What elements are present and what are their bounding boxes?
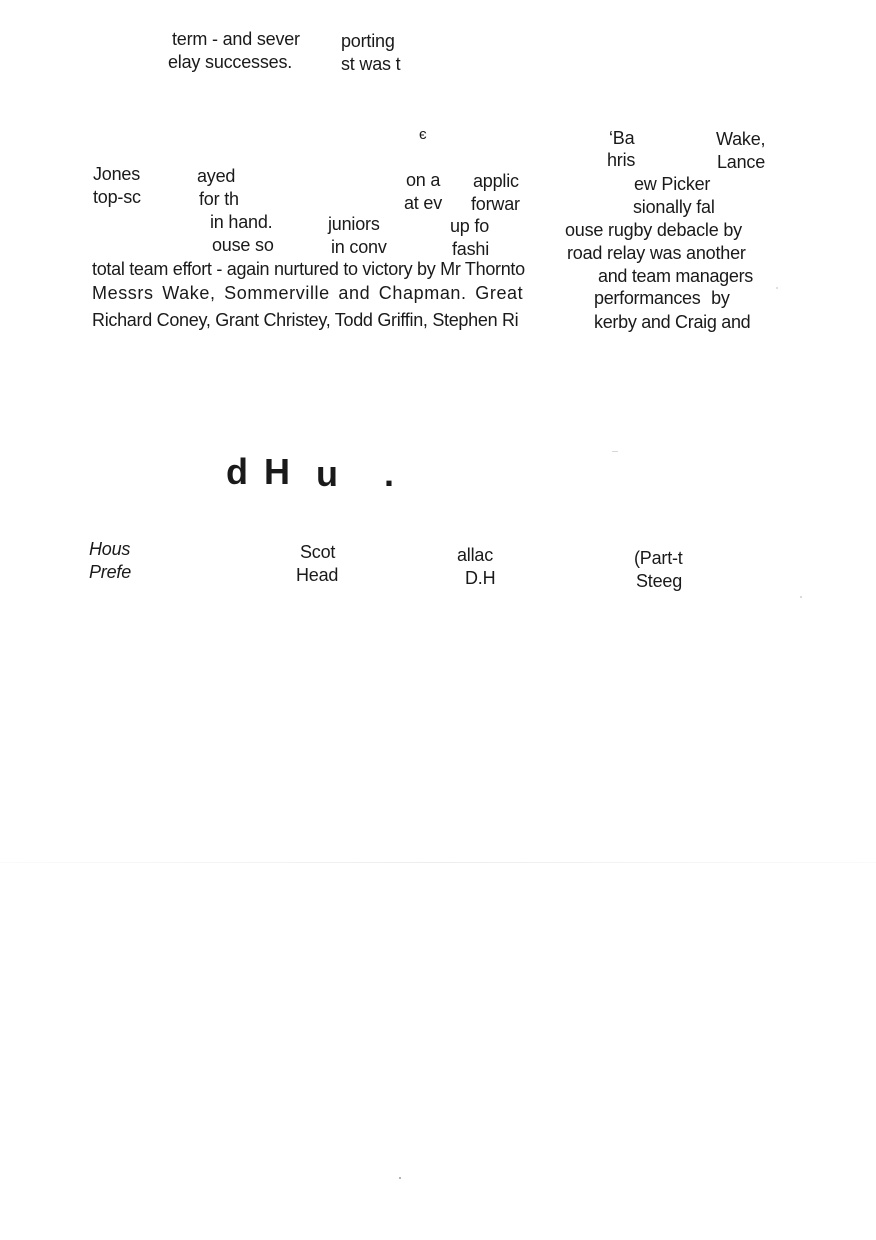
staff-name-steeg: Steeg bbox=[636, 571, 683, 591]
scan-speck bbox=[399, 1177, 401, 1179]
para-line-c-left: Richard Coney, Grant Christey, Todd Griffin, Stephen Ri bbox=[92, 310, 519, 330]
para-fragment-sionally-fal: sionally fal bbox=[633, 197, 715, 217]
para-fragment-top-sc: top-sc bbox=[93, 187, 141, 207]
para-fragment-juniors: juniors bbox=[328, 214, 380, 234]
top-fragment-1a: term - and sever bbox=[172, 29, 300, 49]
top-fragment-1b: porting bbox=[341, 31, 395, 51]
para-line-b-right: performances by bbox=[594, 288, 730, 308]
staff-name-allac: allac bbox=[457, 545, 494, 565]
para-fragment-jones: Jones bbox=[93, 164, 141, 184]
staff-name-dh: D.H bbox=[465, 568, 496, 588]
para-fragment-forwar: forwar bbox=[471, 194, 520, 214]
scan-speck bbox=[612, 451, 618, 452]
top-fragment-2b: st was t bbox=[341, 54, 401, 74]
para-fragment-hris: hris bbox=[607, 150, 636, 170]
scan-speck bbox=[800, 596, 802, 598]
para-line-a-left: total team effort - again nurtured to victory by Mr Thornto bbox=[92, 259, 525, 279]
para-line-a-right: and team managers bbox=[598, 266, 753, 286]
staff-name-head: Head bbox=[296, 565, 339, 585]
para-fragment-on-a: on a bbox=[406, 170, 441, 190]
staff-name-scot: Scot bbox=[300, 542, 336, 562]
para-fragment-road-relay: road relay was another bbox=[567, 243, 746, 263]
para-fragment-ayed: ayed bbox=[197, 166, 236, 186]
para-fragment-ba: ‘Ba bbox=[609, 128, 635, 148]
para-fragment-lance: Lance bbox=[717, 152, 766, 172]
staff-label-hous: Hous bbox=[89, 539, 131, 559]
para-fragment-rugby-debacle: ouse rugby debacle by bbox=[565, 220, 742, 240]
para-fragment-at-ev: at ev bbox=[404, 193, 443, 213]
para-line-b-left: Messrs Wake, Sommerville and Chapman. Great bbox=[92, 283, 524, 303]
stray-mark: є bbox=[419, 126, 427, 143]
heading-fragment-dot: . bbox=[384, 453, 395, 494]
para-fragment-applic: applic bbox=[473, 171, 519, 191]
heading-fragment-h: H bbox=[264, 451, 290, 492]
heading-fragment-u: u bbox=[316, 453, 338, 494]
heading-fragment-d: d bbox=[226, 451, 248, 492]
para-line-c-right: kerby and Craig and bbox=[594, 312, 751, 332]
para-fragment-wake: Wake, bbox=[716, 129, 766, 149]
staff-label-prefe: Prefe bbox=[89, 562, 132, 582]
staff-name-part-t: (Part-t bbox=[634, 548, 683, 568]
scan-speck bbox=[776, 287, 778, 289]
para-fragment-ew-picker: ew Picker bbox=[634, 174, 711, 194]
para-fragment-for-th: for th bbox=[199, 189, 239, 209]
para-fragment-fashi: fashi bbox=[452, 239, 490, 259]
top-fragment-2a: elay successes. bbox=[168, 52, 293, 72]
para-fragment-ouse-so: ouse so bbox=[212, 235, 274, 255]
page-fold-line bbox=[0, 862, 876, 863]
para-fragment-up-fo: up fo bbox=[450, 216, 490, 236]
para-fragment-in-hand: in hand. bbox=[210, 212, 273, 232]
para-fragment-in-conv: in conv bbox=[331, 237, 387, 257]
